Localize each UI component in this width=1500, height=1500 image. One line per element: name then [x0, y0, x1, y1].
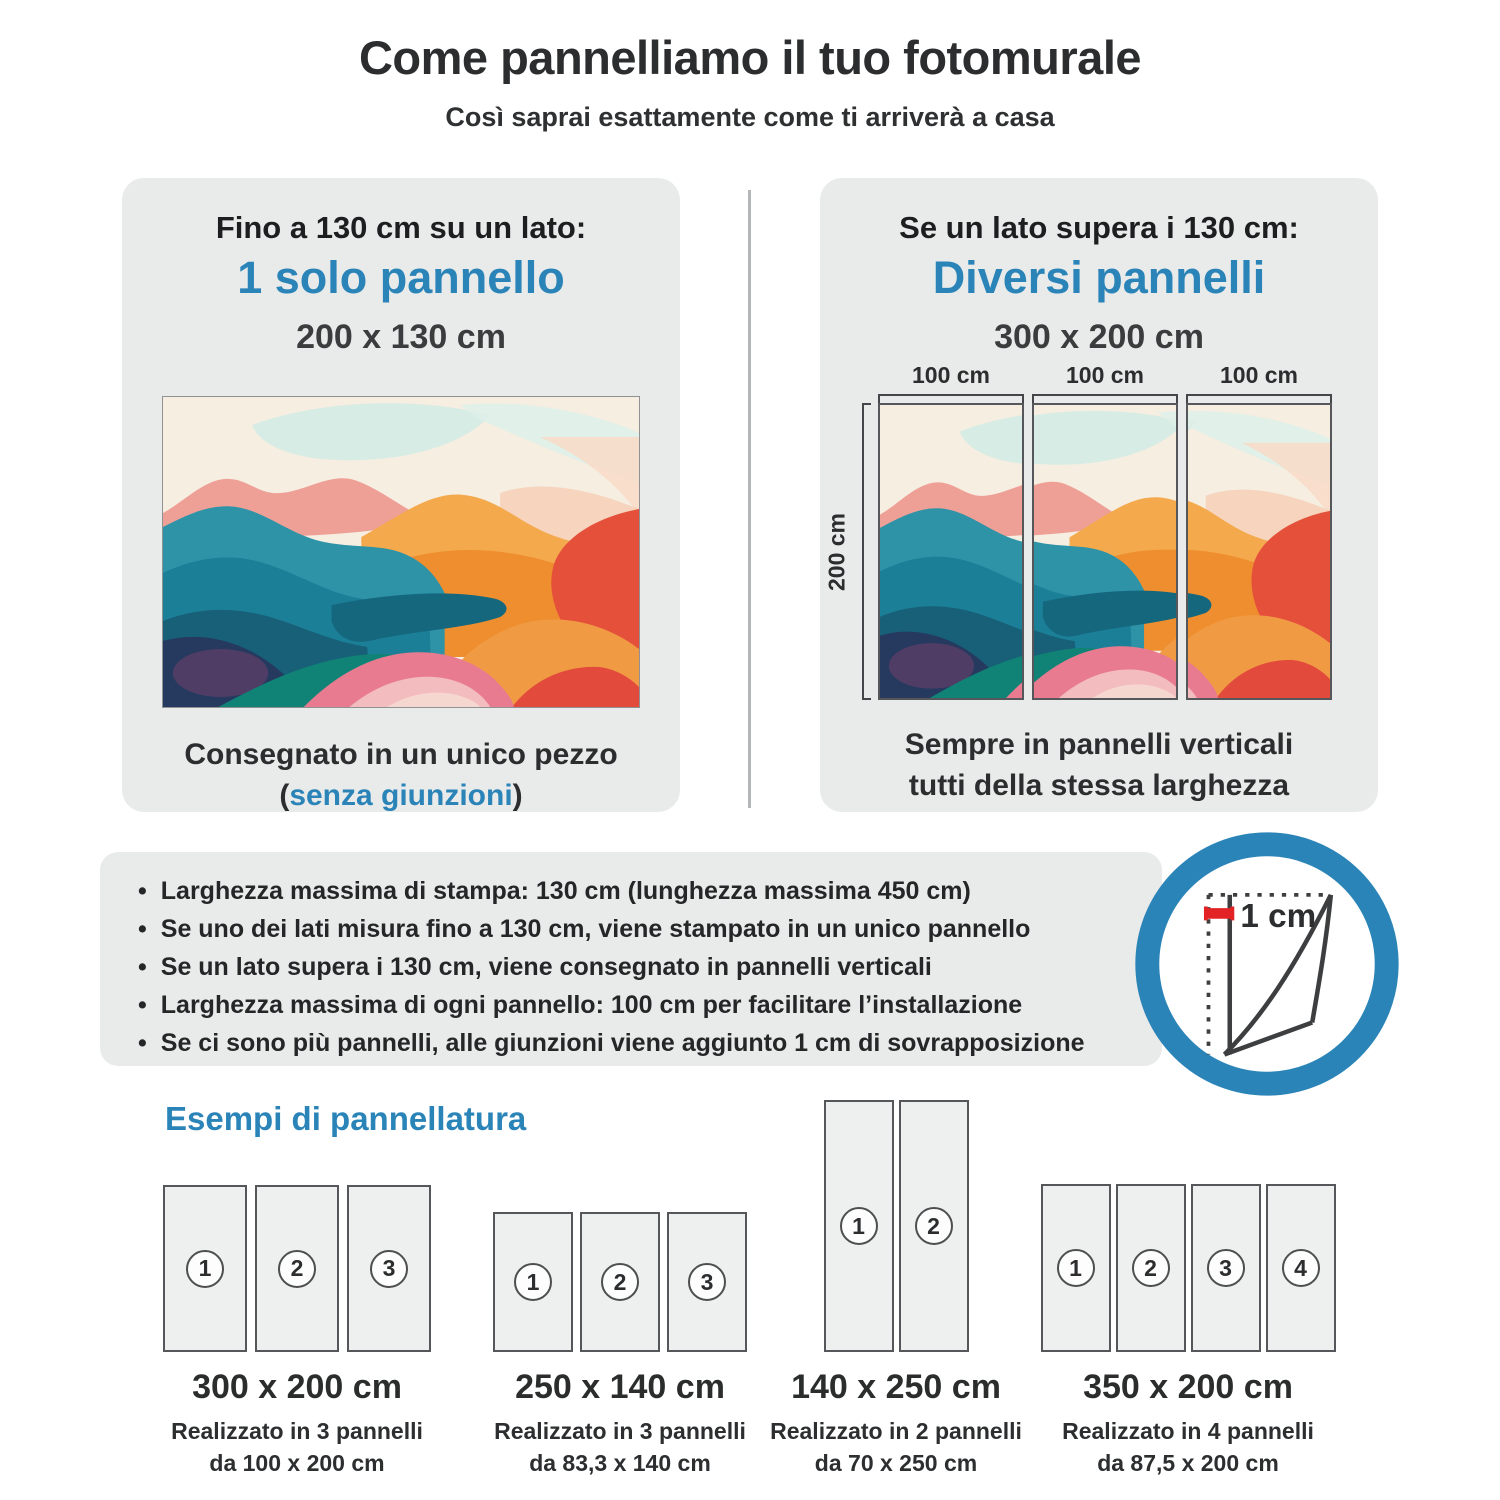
example-300x200 — [127, 1185, 467, 1479]
wall-art-slice-3 — [1188, 405, 1330, 698]
example-3-panels — [726, 1100, 1066, 1352]
example-2-size: 250 x 140 cm — [515, 1368, 725, 1406]
panel — [255, 1185, 339, 1352]
wall-art-slice-1 — [880, 405, 1022, 698]
caption-highlight: senza giunzioni — [289, 779, 513, 812]
height-bracket — [862, 403, 871, 700]
page-curl-icon — [1134, 831, 1400, 1097]
wall-art-image — [163, 397, 639, 707]
multi-panel-size: 300 x 200 cm — [994, 318, 1204, 356]
multi-panel-caption — [820, 724, 1378, 806]
example-4-desc2: da 87,5 x 200 cm — [1097, 1450, 1279, 1476]
multi-panel-card — [820, 178, 1378, 812]
wall-art-slice-2 — [1034, 405, 1176, 698]
examples-heading: Esempi di pannellatura — [165, 1100, 527, 1137]
panel-number-badge: 3 — [1207, 1249, 1245, 1287]
single-panel-size: 200 x 130 cm — [296, 318, 506, 356]
info-bullet-4: • Larghezza massima di ogni pannello: 100 cm per facilitare l’installazione — [138, 986, 1148, 1024]
info-bullet-2: • Se uno dei lati misura fino a 130 cm, viene stampato in un unico pannello — [138, 910, 1148, 948]
single-panel-caption-line1: Consegnato in un unico pezzo — [184, 738, 618, 771]
single-panel-caption — [122, 734, 680, 816]
example-4-panels — [1018, 1184, 1358, 1352]
panel — [163, 1185, 247, 1352]
panel-number-badge: 2 — [278, 1250, 316, 1288]
overlap-label: 1 cm — [1240, 897, 1317, 935]
paren-close: ) — [512, 779, 523, 812]
panel-number-badge: 2 — [601, 1263, 639, 1301]
panel — [1266, 1184, 1336, 1352]
example-1-panels — [127, 1185, 467, 1352]
multi-panel-caption-line1: Sempre in pannelli verticali — [904, 728, 1294, 761]
single-panel-caption-line2 — [122, 775, 680, 816]
multi-panel-headline: Diversi pannelli — [932, 252, 1266, 303]
info-bullet-1: • Larghezza massima di stampa: 130 cm (lunghezza massima 450 cm) — [138, 872, 1148, 910]
multi-panel-condition: Se un lato supera i 130 cm: — [899, 210, 1299, 245]
example-4-desc1: Realizzato in 4 pannelli — [1062, 1418, 1314, 1444]
panel-number-badge: 1 — [514, 1263, 552, 1301]
example-350x200 — [1018, 1184, 1358, 1479]
cards-divider — [748, 190, 751, 808]
panel — [580, 1212, 660, 1352]
example-3-desc1: Realizzato in 2 pannelli — [770, 1418, 1022, 1444]
panel — [1191, 1184, 1261, 1352]
example-1-desc1: Realizzato in 3 pannelli — [171, 1418, 423, 1444]
width-bracket-1 — [878, 394, 1024, 403]
panel-number-badge: 1 — [1057, 1249, 1095, 1287]
panel-number-badge: 1 — [186, 1250, 224, 1288]
panel-number-badge: 4 — [1282, 1249, 1320, 1287]
panel — [899, 1100, 969, 1352]
width-bracket-2 — [1032, 394, 1178, 403]
panel-number-badge: 3 — [688, 1263, 726, 1301]
example-1-desc2: da 100 x 200 cm — [209, 1450, 385, 1476]
panel-number-badge: 2 — [1132, 1249, 1170, 1287]
single-panel-artwork — [162, 396, 640, 708]
panel — [493, 1212, 573, 1352]
art-panel-1 — [878, 403, 1024, 700]
panel-height-label: 200 cm — [823, 512, 850, 591]
info-bullet-5: • Se ci sono più pannelli, alle giunzioni viene aggiunto 1 cm di sovrapposizione — [138, 1024, 1148, 1062]
panel — [1041, 1184, 1111, 1352]
panel-number-badge: 1 — [840, 1207, 878, 1245]
example-3-size: 140 x 250 cm — [791, 1368, 1001, 1406]
single-panel-headline: 1 solo pannello — [237, 252, 565, 303]
overlap-badge — [1134, 831, 1400, 1097]
example-4-size: 350 x 200 cm — [1083, 1368, 1293, 1406]
panel — [824, 1100, 894, 1352]
panel — [347, 1185, 431, 1352]
example-2-desc2: da 83,3 x 140 cm — [529, 1450, 711, 1476]
single-panel-card — [122, 178, 680, 812]
example-1-size: 300 x 200 cm — [192, 1368, 402, 1406]
art-panel-3 — [1186, 403, 1332, 700]
panel — [1116, 1184, 1186, 1352]
info-bullet-list — [100, 852, 1162, 1062]
panel-number-badge: 2 — [915, 1207, 953, 1245]
page-title: Come pannelliamo il tuo fotomurale — [358, 31, 1142, 84]
info-box — [100, 852, 1162, 1066]
single-panel-condition: Fino a 130 cm su un lato: — [215, 210, 587, 245]
panel-width-label-2: 100 cm — [1065, 362, 1144, 388]
panel-width-label-1: 100 cm — [911, 362, 990, 388]
example-140x250 — [726, 1100, 1066, 1479]
panel-number-badge: 3 — [370, 1250, 408, 1288]
art-panel-2 — [1032, 403, 1178, 700]
example-2-desc1: Realizzato in 3 pannelli — [494, 1418, 746, 1444]
example-3-desc2: da 70 x 250 cm — [814, 1450, 978, 1476]
width-bracket-3 — [1186, 394, 1332, 403]
paren-open: ( — [279, 779, 290, 812]
multi-panel-caption-line2: tutti della stessa larghezza — [908, 769, 1290, 802]
page-subtitle: Così saprai esattamente come ti arriverà a casa — [445, 102, 1055, 132]
info-bullet-3: • Se un lato supera i 130 cm, viene consegnato in pannelli verticali — [138, 948, 1148, 986]
panel-width-label-3: 100 cm — [1219, 362, 1298, 388]
